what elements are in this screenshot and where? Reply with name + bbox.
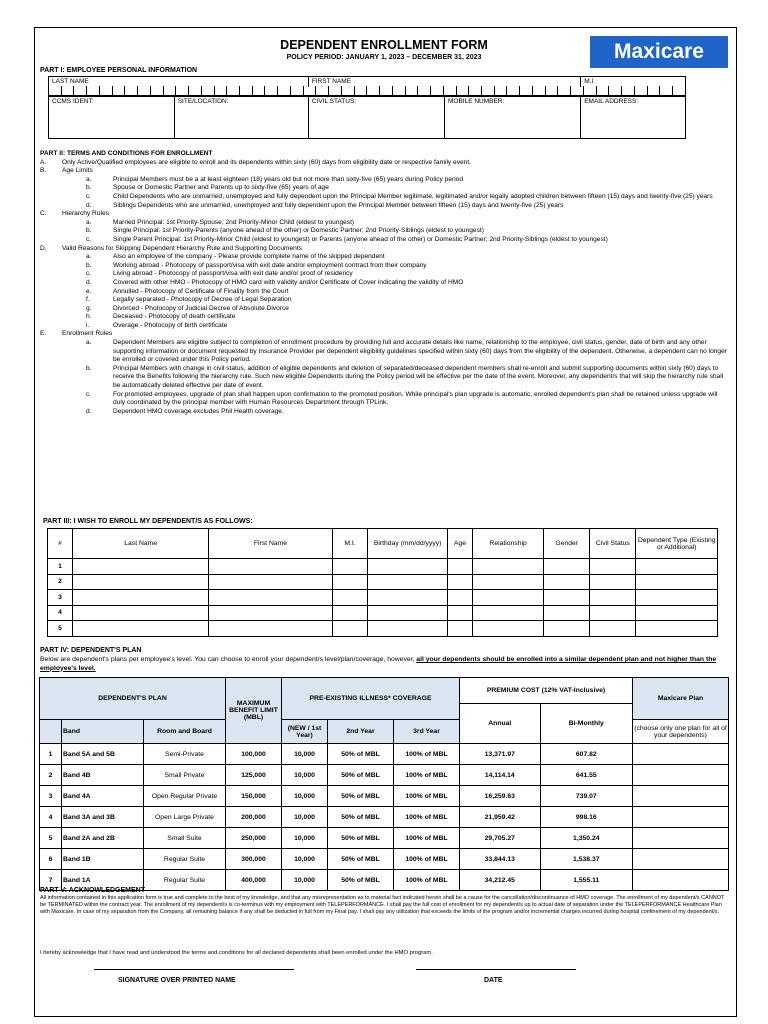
plan-bimonthly: 1,350.24 xyxy=(540,828,632,849)
dependent-cell[interactable] xyxy=(332,590,368,606)
plan-room: Regular Suite xyxy=(144,870,226,891)
part4-intro xyxy=(40,656,730,673)
date-line[interactable] xyxy=(416,969,576,970)
term-e-item-text: For promoted employees, upgrade of plan shall happen upon confirmation to the promoted position. While principal's plan upgrade is automatic, enrolled dependent's plan shall be retained unless upgrade will duly coordinated by the principal member with Human Resources Department through TPLink. xyxy=(113,390,718,407)
dependents-col-header: Relationship xyxy=(473,529,544,559)
term-e-item xyxy=(40,339,730,365)
part4-intro-emphasis: all your dependents should be enrolled into a similar dependent plan and not higher than the employee's level. xyxy=(40,656,717,672)
plan-room: Semi-Private xyxy=(144,744,226,765)
plan-mbl: 100,000 xyxy=(226,744,282,765)
plan-new-year: 10,000 xyxy=(282,744,328,765)
term-d-item-num: i. xyxy=(86,321,90,329)
term-d-item-text: Divorced - Photocopy of Judicial Decree of Absolute Divorce xyxy=(113,304,289,312)
plan-new-year: 10,000 xyxy=(282,849,328,870)
dependent-cell[interactable] xyxy=(332,574,368,590)
term-d-item-text: Deceased - Photocopy of death certificate xyxy=(113,313,236,321)
plan-choice-cell[interactable] xyxy=(633,849,729,870)
dependent-cell[interactable] xyxy=(209,590,333,606)
dependent-cell[interactable] xyxy=(368,605,448,621)
term-b-item-num: d. xyxy=(86,201,92,209)
ccms-label: CCMS IDENT: xyxy=(52,98,94,105)
term-b-item xyxy=(40,202,730,211)
dependent-cell[interactable] xyxy=(544,574,590,590)
plan-mbl: 250,000 xyxy=(226,828,282,849)
plan-annual: 13,371.97 xyxy=(460,744,541,765)
term-d-item-num: g. xyxy=(86,304,92,312)
dependent-cell[interactable] xyxy=(636,574,718,590)
term-e-item-num: a. xyxy=(86,339,92,347)
term-e-item-text: Principal Members with change in civil status, addition of eligible dependents and deletion of separated/deceased dependent members shall re-enroll and submit supporting documents within sixty (60) days to receive the Benefits following the hierarchy rule. Such new eligible Dependents during the Policy period will be effective per the date of the event. Moreover, any dependent/s that will skip the hierarchy rule shall be automatically deleted effective per date of event. xyxy=(113,364,724,390)
dependent-cell[interactable] xyxy=(590,605,636,621)
term-c-item-text: Single Principal: 1st Priority-Parents (anyone ahead of the other) or Domestic Partner; 2nd Priority-Siblings (eldest to youngest) xyxy=(113,227,484,235)
plan-bimonthly: 607.82 xyxy=(540,744,632,765)
term-b-num: B. xyxy=(40,167,47,175)
dependent-cell[interactable] xyxy=(447,605,472,621)
plan-band: Band 4A xyxy=(62,786,144,807)
plan-room: Small Private xyxy=(144,765,226,786)
premium-header: PREMIUM COST (12% VAT-Inclusive) xyxy=(460,678,633,704)
row-number: 5 xyxy=(48,621,73,637)
term-d-num: D. xyxy=(40,244,47,252)
dependents-col-header: # xyxy=(48,529,73,559)
dependent-cell[interactable] xyxy=(447,590,472,606)
annual-header: Annual xyxy=(460,704,541,744)
site-field[interactable] xyxy=(174,97,308,139)
term-d-item xyxy=(40,305,730,314)
row-number: 2 xyxy=(48,574,73,590)
plan-annual: 16,259.63 xyxy=(460,786,541,807)
dependent-cell[interactable] xyxy=(209,559,333,575)
dependent-cell[interactable] xyxy=(73,605,209,621)
plan-bimonthly: 739.07 xyxy=(540,786,632,807)
dependent-cell[interactable] xyxy=(473,605,544,621)
age-limits-list xyxy=(40,176,730,210)
dependent-cell[interactable] xyxy=(473,621,544,637)
plan-3rd-year: 100% of MBL xyxy=(394,849,460,870)
terms-section xyxy=(40,150,730,416)
term-e-item xyxy=(40,391,730,408)
dependent-cell[interactable] xyxy=(209,574,333,590)
dependent-cell[interactable] xyxy=(73,621,209,637)
term-d-item xyxy=(40,313,730,322)
term-e-item-text: Dependent HMO coverage excludes Phil Health coverage. xyxy=(113,407,284,415)
term-d-item xyxy=(40,253,730,262)
term-d-item-text: Legally separated - Photocopy of Decree of Legal Separation xyxy=(113,296,292,304)
table-row xyxy=(40,786,729,807)
mobile-label: MOBILE NUMBER: xyxy=(448,98,505,105)
table-row xyxy=(40,807,729,828)
plan-band: Band 3A and 3B xyxy=(62,807,144,828)
plan-new-year: 10,000 xyxy=(282,807,328,828)
row-number: 4 xyxy=(48,605,73,621)
plan-2nd-year: 50% of MBL xyxy=(328,786,394,807)
dependent-cell[interactable] xyxy=(544,559,590,575)
dependents-col-header: Dependent Type (Existing or Additional) xyxy=(636,529,718,559)
term-b-item-text: Spouse or Domestic Partner and Parents up to sixty-five (65) years of age xyxy=(113,184,329,192)
dependents-col-header: M.I. xyxy=(332,529,368,559)
term-b-item-text: Principal Members must be a at least eighteen (18) years old but not more than sixty-five (65) years during Policy period xyxy=(113,175,463,183)
plan-number: 3 xyxy=(40,786,62,807)
preexisting-header: PRE-EXISTING ILLNESS* COVERAGE xyxy=(282,678,460,720)
civil-status-field[interactable] xyxy=(308,97,444,139)
mbl-header: MAXIMUM BENEFIT LIMIT (MBL) xyxy=(226,678,282,744)
term-d-item xyxy=(40,296,730,305)
maxicare-logo: Maxicare xyxy=(590,36,728,68)
date-label: DATE xyxy=(484,977,503,984)
term-b-item-num: a. xyxy=(86,175,92,183)
row-number: 3 xyxy=(48,590,73,606)
term-e-item xyxy=(40,365,730,391)
plan-choice-cell[interactable] xyxy=(633,765,729,786)
part2-heading: PART II: TERMS AND CONDITIONS FOR ENROLLMENT xyxy=(40,150,213,157)
row-number: 1 xyxy=(48,559,73,575)
term-e-item-text: Dependent Members are eligible subject to completion of enrollment procedure by providing full and accurate details like name, relationship to the employee, civil status, gender, date of birth and any other supporting information or document requested by Insurance Provider per dependent eligibility guidelines specified within sixty (60) days from the eligibility of the dependent. Otherwise, a dependent can no longer be enrolled or covered under this Policy period. xyxy=(113,339,727,364)
term-b-item xyxy=(40,176,730,185)
term-c-item-num: a. xyxy=(86,218,92,226)
part1-heading: PART I: EMPLOYEE PERSONAL INFORMATION xyxy=(40,67,198,74)
plan-mbl: 400,000 xyxy=(226,870,282,891)
plan-new-year: 10,000 xyxy=(282,765,328,786)
plan-band: Band 2A and 2B xyxy=(62,828,144,849)
term-b-item xyxy=(40,184,730,193)
dependents-table xyxy=(47,528,718,637)
plan-annual: 29,705.27 xyxy=(460,828,541,849)
term-d-item-num: h. xyxy=(86,313,92,321)
term-b-item-text: Child Dependents who are unmarried, unemployed and fully dependent upon the Principal Member legitimate, legitimated and/or legally adopted children between fifteen (15) days and twenty-five (25) years xyxy=(113,192,713,200)
plan-number: 2 xyxy=(40,765,62,786)
plan-room: Small Suite xyxy=(144,828,226,849)
dependents-col-header: Last Name xyxy=(73,529,209,559)
table-row xyxy=(48,559,718,575)
email-field[interactable] xyxy=(581,97,686,139)
dependent-cell[interactable] xyxy=(636,621,718,637)
signature-label: SIGNATURE OVER PRINTED NAME xyxy=(118,977,236,984)
term-c-item xyxy=(40,227,730,236)
new-year-header: (NEW / 1st Year) xyxy=(282,720,328,744)
maxicare-plan-header: Maxicare Plan xyxy=(633,678,729,720)
term-d-item-text: Covered with other HMO - Photocopy of HMO card with validity and/or Certificate of Cover indicating the validity of HMO xyxy=(113,278,464,286)
term-d-item-text: Overage - Photocopy of birth certificate xyxy=(113,321,228,329)
dependent-cell[interactable] xyxy=(209,621,333,637)
mi-label: M.I xyxy=(581,77,686,87)
dependent-cell[interactable] xyxy=(73,590,209,606)
term-a-text: Only Active/Qualified employees are eligible to enroll and its dependents within sixty (60) days from eligibility date or respective family event. xyxy=(62,158,472,166)
dependent-cell[interactable] xyxy=(544,621,590,637)
table-row xyxy=(48,605,718,621)
plan-bimonthly: 1,538.37 xyxy=(540,849,632,870)
term-d-item-num: c. xyxy=(86,270,92,278)
policy-period: POLICY PERIOD: JANUARY 1, 2023 – DECEMBER 31, 2023 xyxy=(286,54,482,61)
term-e-text: Enrollment Rules xyxy=(62,330,113,338)
term-c-item-num: b. xyxy=(86,227,92,235)
name-letter-boxes[interactable] xyxy=(48,86,686,96)
civil-status-label: CIVIL STATUS: xyxy=(311,98,357,105)
plan-2nd-year: 50% of MBL xyxy=(328,744,394,765)
plan-2nd-year: 50% of MBL xyxy=(328,765,394,786)
dependent-cell[interactable] xyxy=(447,559,472,575)
term-b-item-text: Siblings Dependents who are unmarried, unemployed and fully dependent upon the Principal Member between fifteen (15) days and twenty-five (25) years xyxy=(113,201,564,209)
term-d-text: Valid Reasons for Skipping Dependent Hierarchy Rule and Supporting Documents xyxy=(62,244,302,252)
dependent-cell[interactable] xyxy=(447,621,472,637)
plan-number: 6 xyxy=(40,849,62,870)
term-e-num: E. xyxy=(40,330,47,338)
plan-number: 5 xyxy=(40,828,62,849)
term-d-item-num: a. xyxy=(86,253,92,261)
skip-reasons-list xyxy=(40,253,730,330)
plan-band: Band 5A and 5B xyxy=(62,744,144,765)
choose-plan-header: (choose only one plan for all of your dependents) xyxy=(633,720,729,744)
plan-room: Open Regular Private xyxy=(144,786,226,807)
plan-new-year: 10,000 xyxy=(282,786,328,807)
term-a-num: A. xyxy=(40,158,47,166)
term-d-item-num: b. xyxy=(86,261,92,269)
plan-choice-cell[interactable] xyxy=(633,807,729,828)
table-row xyxy=(40,828,729,849)
ccms-field[interactable] xyxy=(49,97,175,139)
dependents-col-header: First Name xyxy=(209,529,333,559)
dependent-cell[interactable] xyxy=(368,574,448,590)
term-d-item-text: Annulled - Photocopy of Certificate of Finality from the Court xyxy=(113,287,289,295)
plan-mbl: 300,000 xyxy=(226,849,282,870)
plan-room: Regular Suite xyxy=(144,849,226,870)
plan-band: Band 1A xyxy=(62,870,144,891)
term-d-item xyxy=(40,322,730,331)
dependent-cell[interactable] xyxy=(590,559,636,575)
plan-3rd-year: 100% of MBL xyxy=(394,786,460,807)
plan-3rd-year: 100% of MBL xyxy=(394,765,460,786)
enrollment-rules-list xyxy=(40,339,730,416)
term-d-item-num: d. xyxy=(86,278,92,286)
term-e-item-num: c. xyxy=(86,390,92,398)
acknowledge-statement: I hereby acknowledge that I have read and understood the terms and conditions for all declared dependents shall been enrolled under the HMO program. xyxy=(40,950,433,956)
term-d-item-text: Living abroad - Photocopy of passport/visa with exit date and/or proof of residency xyxy=(113,270,353,278)
table-row xyxy=(40,765,729,786)
dependent-cell[interactable] xyxy=(590,590,636,606)
table-row xyxy=(48,590,718,606)
dependent-cell[interactable] xyxy=(73,574,209,590)
part3-heading: PART III: I WISH TO ENROLL MY DEPENDENT/S AS FOLLOWS: xyxy=(43,518,253,525)
term-d-item xyxy=(40,270,730,279)
dependent-cell[interactable] xyxy=(368,559,448,575)
dependent-cell[interactable] xyxy=(473,590,544,606)
mobile-field[interactable] xyxy=(445,97,581,139)
plan-2nd-year: 50% of MBL xyxy=(328,849,394,870)
dependent-cell[interactable] xyxy=(590,621,636,637)
third-year-header: 3rd Year xyxy=(394,720,460,744)
term-d-item xyxy=(40,279,730,288)
plan-bimonthly: 1,555.11 xyxy=(540,870,632,891)
email-label: EMAIL ADDRESS: xyxy=(584,98,639,105)
plan-2nd-year: 50% of MBL xyxy=(328,828,394,849)
dependents-col-header: Age xyxy=(447,529,472,559)
plan-3rd-year: 100% of MBL xyxy=(394,828,460,849)
plan-number: 4 xyxy=(40,807,62,828)
plan-bimonthly: 641.55 xyxy=(540,765,632,786)
dependent-cell[interactable] xyxy=(332,559,368,575)
plan-annual: 14,114.14 xyxy=(460,765,541,786)
part4-intro-text: Below are dependent's plans per employee's level. You can choose to enroll your dependent/s level/plan/coverage, however, xyxy=(40,656,417,663)
plan-3rd-year: 100% of MBL xyxy=(394,807,460,828)
dependents-col-header: Gender xyxy=(544,529,590,559)
dependent-cell[interactable] xyxy=(590,574,636,590)
term-d-item xyxy=(40,262,730,271)
term-e-item-num: d. xyxy=(86,407,92,415)
dependent-cell[interactable] xyxy=(332,605,368,621)
plan-choice-cell[interactable] xyxy=(633,828,729,849)
term-d-item xyxy=(40,288,730,297)
term-d-item-text: Also an employee of the company - Please provide complete name of the skipped dependent xyxy=(113,253,385,261)
plan-number: 7 xyxy=(40,870,62,891)
term-b-item-num: b. xyxy=(86,184,92,192)
plan-choice-cell[interactable] xyxy=(633,786,729,807)
bimonthly-header: Bi-Monthly xyxy=(540,704,632,744)
plan-room: Open Large Private xyxy=(144,807,226,828)
plan-choice-cell[interactable] xyxy=(633,870,729,891)
plan-mbl: 200,000 xyxy=(226,807,282,828)
dependent-cell[interactable] xyxy=(447,574,472,590)
term-c-item xyxy=(40,219,730,228)
term-b-item xyxy=(40,193,730,202)
plan-header: DEPENDENT'S PLAN xyxy=(40,678,226,720)
site-label: SITE/LOCATION: xyxy=(177,98,229,105)
second-year-header: 2nd Year xyxy=(328,720,394,744)
dependent-cell[interactable] xyxy=(636,559,718,575)
table-row xyxy=(40,849,729,870)
term-d-item-num: e. xyxy=(86,287,92,295)
part4-heading: PART IV: DEPENDENT'S PLAN xyxy=(40,647,142,654)
room-header: Room and Board xyxy=(144,720,226,744)
plan-annual: 34,212.45 xyxy=(460,870,541,891)
plan-choice-cell[interactable] xyxy=(633,744,729,765)
term-c-item xyxy=(40,236,730,245)
plan-new-year: 10,000 xyxy=(282,870,328,891)
plan-bimonthly: 998.16 xyxy=(540,807,632,828)
plan-2nd-year: 50% of MBL xyxy=(328,870,394,891)
dependent-cell[interactable] xyxy=(473,559,544,575)
band-header: Band xyxy=(62,720,144,744)
dependents-col-header: Birthday (mm/dd/yyyy) xyxy=(368,529,448,559)
dependents-col-header: Civil Status xyxy=(590,529,636,559)
hierarchy-rules-list xyxy=(40,219,730,245)
table-row xyxy=(48,621,718,637)
last-name-label: LAST NAME xyxy=(49,77,309,87)
plan-mbl: 150,000 xyxy=(226,786,282,807)
term-e-item xyxy=(40,408,730,417)
signature-line[interactable] xyxy=(94,969,294,970)
first-name-label: FIRST NAME xyxy=(308,77,580,87)
term-c-num: C. xyxy=(40,210,47,218)
dependent-cell[interactable] xyxy=(544,605,590,621)
term-b-item-num: c. xyxy=(86,192,92,200)
term-d-item-num: f. xyxy=(86,296,90,304)
dependent-cell[interactable] xyxy=(636,590,718,606)
dependent-cell[interactable] xyxy=(473,574,544,590)
plan-band: Band 4B xyxy=(62,765,144,786)
plan-mbl: 125,000 xyxy=(226,765,282,786)
table-row xyxy=(40,744,729,765)
acknowledgement-text: All information contained in this application form is true and complete to the best of my knowledge, and that any misrepresentation as to material fact indicated herein shall be a cause for the cancellation/discontinuance of HMO coverage. The enrollment of my dependent/s CANNOT be TERMINATED within the contract year. The enrollment of my dependent/s is co-terminus with my employment with TELEPERFORMANCE. I shall pay the full cost of enrollment for my dependent/s up to actual date of separation under the TELEPERFORMANCE Healthcare Plan with Maxicare. In case of my separation from the Company, all remaining balance if any shall be deducted in full from my Final pay. I shall pay any utilization that exceeds the limits of the program and/or incremental charges incurred during hospital confinement of my dependent/s. xyxy=(40,895,725,916)
plan-3rd-year: 100% of MBL xyxy=(394,870,460,891)
plan-3rd-year: 100% of MBL xyxy=(394,744,460,765)
term-c-text: Hierarchy Rules xyxy=(62,210,109,218)
dependent-cell[interactable] xyxy=(73,559,209,575)
term-c-item-text: Married Principal: 1st Priority-Spouse; 2nd Priority-Minor Child (eldest to youngest) xyxy=(113,218,355,226)
table-row xyxy=(48,574,718,590)
dependent-cell[interactable] xyxy=(636,605,718,621)
term-b-text: Age Limits xyxy=(62,167,93,175)
plans-table xyxy=(39,677,729,891)
plan-annual: 33,844.13 xyxy=(460,849,541,870)
part5-heading: PART V: ACKNOWLEDGEMENT xyxy=(40,887,145,894)
term-e-item-num: b. xyxy=(86,364,92,372)
dependent-cell[interactable] xyxy=(332,621,368,637)
term-c-item-text: Single Parent Principal: 1st Priority-Minor Child (eldest to youngest) or Parents (anyone ahead of the other) or Domestic Partner; 2nd Priority-Siblings (eldest to youngest) xyxy=(113,235,608,243)
dependent-cell[interactable] xyxy=(544,590,590,606)
dependent-cell[interactable] xyxy=(368,590,448,606)
dependent-cell[interactable] xyxy=(209,605,333,621)
term-d-item-text: Working abroad - Photocopy of passport/visa with exit date and/or employment contract from their company xyxy=(113,261,427,269)
term-c-item-num: c. xyxy=(86,235,92,243)
plan-number: 1 xyxy=(40,744,62,765)
form-title: DEPENDENT ENROLLMENT FORM xyxy=(280,38,488,52)
plan-new-year: 10,000 xyxy=(282,828,328,849)
plan-band: Band 1B xyxy=(62,849,144,870)
plan-annual: 21,959.42 xyxy=(460,807,541,828)
plan-2nd-year: 50% of MBL xyxy=(328,807,394,828)
dependent-cell[interactable] xyxy=(368,621,448,637)
